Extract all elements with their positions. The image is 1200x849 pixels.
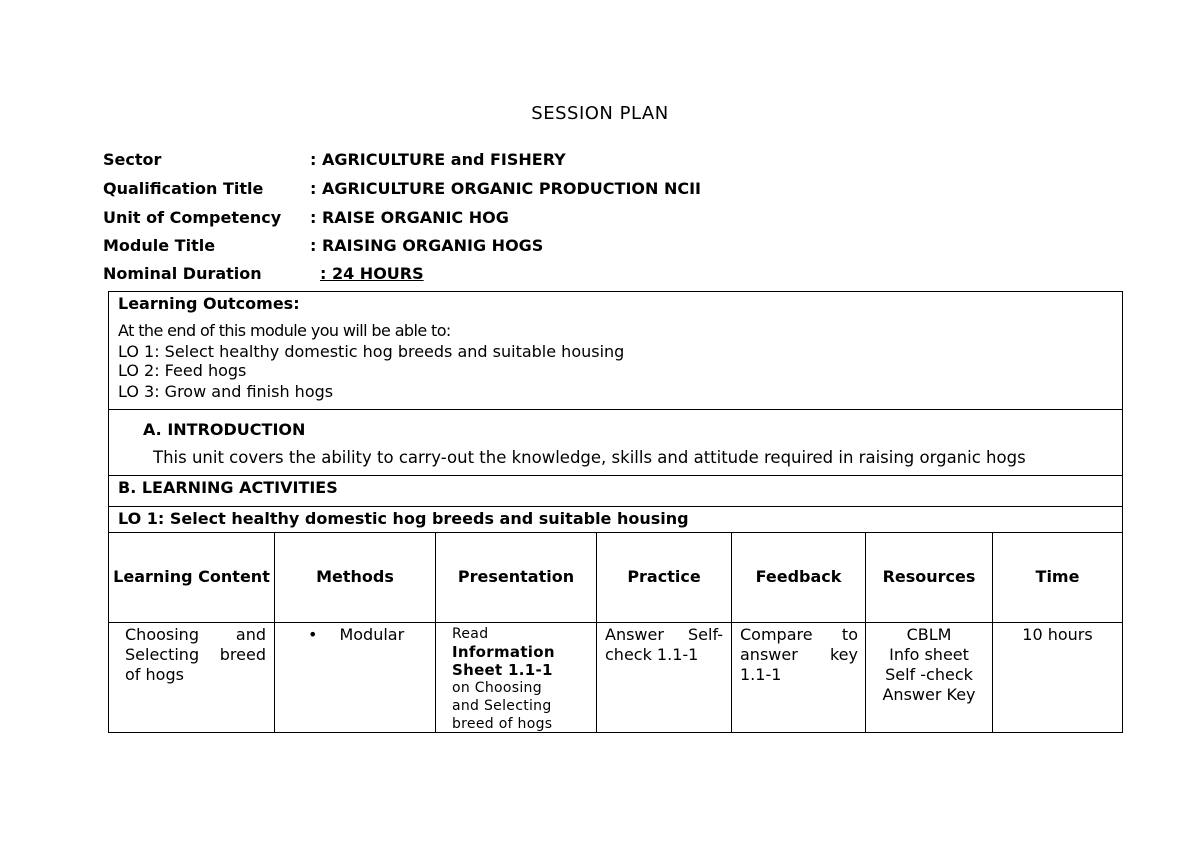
meta-module — [103, 236, 543, 255]
feedback-line: Compare to — [740, 625, 858, 644]
outcome-item: LO 3: Grow and finish hogs — [118, 382, 334, 401]
meta-sector — [103, 150, 566, 169]
cell-time: 10 hours — [1022, 625, 1093, 644]
practice-line: check 1.1-1 — [605, 645, 699, 664]
cell-methods — [308, 625, 428, 645]
cell-learning-content — [125, 625, 266, 685]
meta-label: Qualification Title — [103, 179, 264, 198]
content-line: Choosing and — [125, 625, 266, 644]
lo-heading: LO 1: Select healthy domestic hog breeds and suitable housing — [118, 509, 689, 528]
content-line: of hogs — [125, 665, 184, 684]
meta-label: Module Title — [103, 236, 216, 255]
feedback-line: answer key — [740, 645, 858, 664]
cell-practice — [605, 625, 723, 665]
page-title: SESSION PLAN — [531, 103, 669, 124]
outcomes-heading: Learning Outcomes: — [118, 294, 300, 313]
presentation-pre: Read — [452, 626, 489, 642]
meta-label: Nominal Duration — [103, 264, 262, 283]
feedback-line: 1.1-1 — [740, 665, 782, 684]
row-divider — [108, 409, 1123, 410]
row-divider — [108, 622, 1123, 623]
presentation-bold: Sheet 1.1-1 — [452, 661, 553, 679]
cell-resources — [866, 625, 992, 705]
activities-heading: B. LEARNING ACTIVITIES — [118, 478, 338, 497]
header-presentation: Presentation — [457, 567, 575, 586]
presentation-bold: Information — [452, 643, 555, 661]
presentation-post: breed of hogs — [452, 716, 553, 732]
content-line: Selecting breed — [125, 645, 266, 664]
meta-label: Sector — [103, 150, 162, 169]
row-divider — [108, 475, 1123, 476]
header-practice: Practice — [627, 567, 701, 586]
header-time: Time — [1035, 567, 1080, 586]
meta-label: Unit of Competency — [103, 208, 282, 227]
introduction-text: This unit covers the ability to carry-out the knowledge, skills and attitude required in raising organic hogs — [153, 448, 1026, 467]
resource-item: CBLM — [906, 625, 952, 644]
method-text: Modular — [339, 625, 405, 644]
outcome-item: LO 1: Select healthy domestic hog breeds and suitable housing — [118, 342, 625, 361]
meta-value: : RAISING ORGANIG HOGS — [310, 236, 544, 255]
introduction-heading: A. INTRODUCTION — [143, 420, 306, 439]
presentation-post: on Choosing — [452, 680, 542, 696]
meta-qualification — [103, 179, 701, 198]
outcome-item: LO 2: Feed hogs — [118, 361, 247, 380]
resource-item: Self -check — [885, 665, 973, 684]
meta-value: : AGRICULTURE ORGANIC PRODUCTION NCII — [310, 179, 701, 198]
header-feedback: Feedback — [755, 567, 842, 586]
row-divider — [108, 506, 1123, 507]
resource-item: Info sheet — [889, 645, 969, 664]
meta-value: : 24 HOURS — [320, 264, 424, 283]
header-learning-content: Learning Content — [113, 567, 270, 586]
cell-presentation — [452, 625, 592, 733]
cell-feedback — [740, 625, 858, 685]
meta-duration — [103, 264, 424, 283]
meta-value: : RAISE ORGANIC HOG — [310, 208, 509, 227]
presentation-post: and Selecting — [452, 698, 552, 714]
meta-unit — [103, 208, 509, 227]
bullet-icon: • — [308, 625, 318, 644]
practice-line: Answer Self- — [605, 625, 723, 644]
meta-value: : AGRICULTURE and FISHERY — [310, 150, 566, 169]
header-resources: Resources — [882, 567, 976, 586]
outcomes-intro: At the end of this module you will be able to: — [118, 321, 451, 340]
header-methods: Methods — [316, 567, 394, 586]
resource-item: Answer Key — [882, 685, 976, 704]
